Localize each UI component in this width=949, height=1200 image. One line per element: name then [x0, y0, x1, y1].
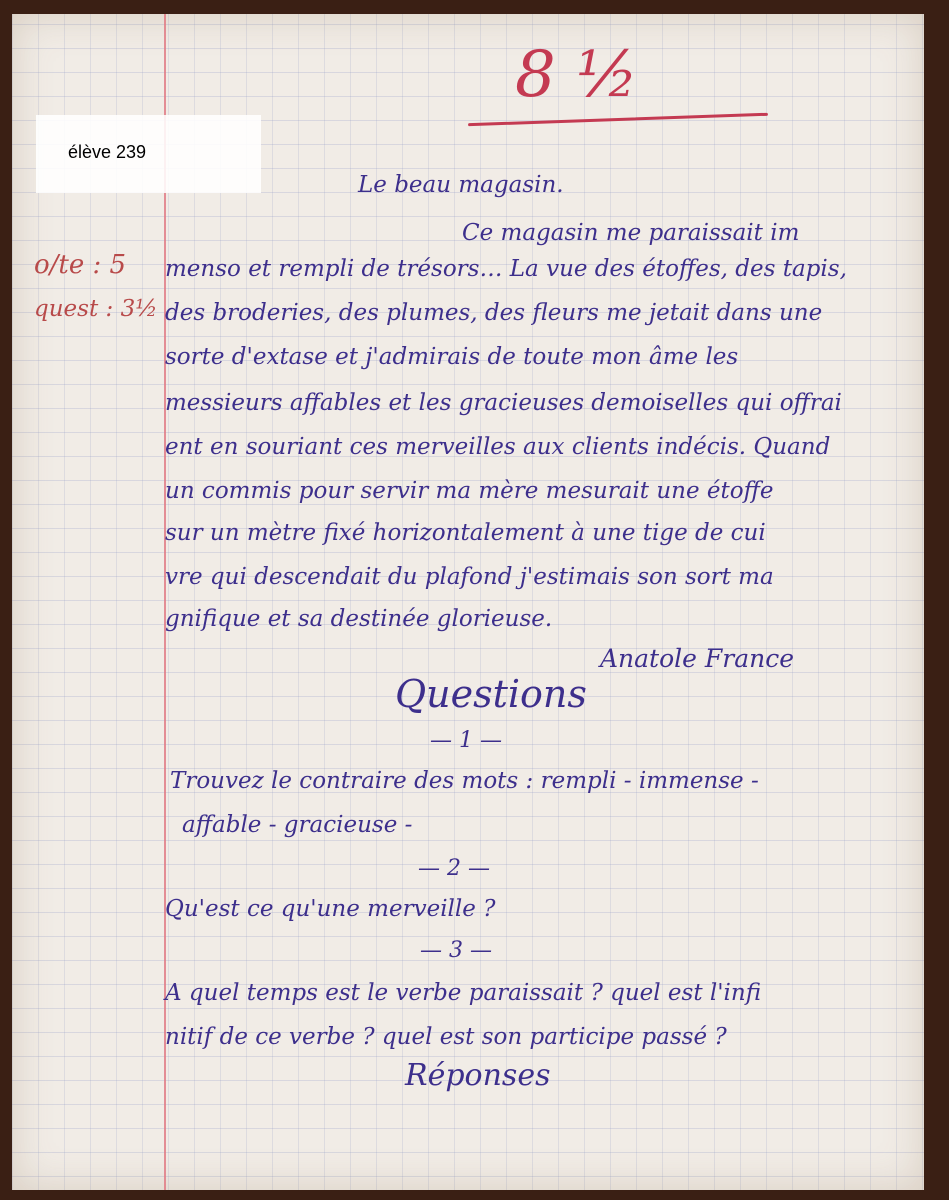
dictation-line: vre qui descendait du plafond j'estimais son sort ma — [165, 564, 774, 590]
grade-mark: 8 ½ — [515, 38, 639, 112]
dictation-title: Le beau magasin. — [358, 172, 564, 198]
dictation-line: sorte d'extase et j'admirais de toute mon âme les — [165, 344, 739, 370]
dictation-line: un commis pour servir ma mère mesurait une étoffe — [165, 478, 774, 504]
question-number: — 1 — — [430, 728, 502, 753]
question-number: — 3 — — [420, 938, 492, 963]
answers-heading: Réponses — [405, 1058, 551, 1093]
question-text: A quel temps est le verbe paraissait ? quel est l'infi — [165, 980, 762, 1006]
author-signature: Anatole France — [600, 644, 794, 673]
dictation-line: ent en souriant ces merveilles aux clients indécis. Quand — [165, 434, 831, 460]
question-text: Trouvez le contraire des mots : rempli - immense - — [170, 768, 759, 794]
dictation-line: sur un mètre fixé horizontalement à une tige de cui — [165, 520, 766, 546]
dictation-line: messieurs affables et les gracieuses demoiselles qui offrai — [165, 390, 842, 416]
questions-score: quest : 3½ — [34, 296, 158, 322]
question-text: affable - gracieuse - — [182, 812, 413, 838]
dictation-line: Ce magasin me paraissait im — [462, 220, 800, 246]
question-number: — 2 — — [418, 856, 490, 881]
dictation-line: menso et rempli de trésors… La vue des étoffes, des tapis, — [165, 256, 847, 282]
dictation-line: gnifique et sa destinée glorieuse. — [165, 606, 553, 632]
question-text: Qu'est ce qu'une merveille ? — [165, 896, 496, 922]
student-label: élève 239 — [36, 115, 261, 193]
dictation-line: des broderies, des plumes, des fleurs me jetait dans une — [165, 300, 823, 326]
orthography-score: o/te : 5 — [34, 250, 127, 280]
question-text: nitif de ce verbe ? quel est son participe passé ? — [165, 1024, 727, 1050]
questions-heading: Questions — [395, 672, 587, 716]
